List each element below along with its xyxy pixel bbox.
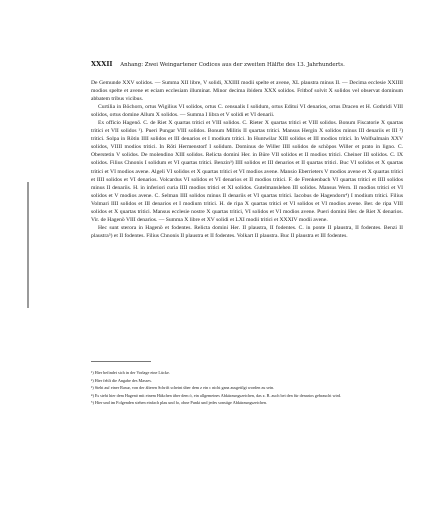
footnote: ¹) Hier befindet sich in der Vorlage eine Lücke. [91,370,170,375]
paragraph: Curtilia in Böchorn, ortus Wigilius VI solidos, ortus C. censualis I solidum, ortus Editui VI denarios, ortus Dracen et H. Gothridi VIII solidos, ortus domine Allum X solidos. — Summa I libra et V solidi et VI denarii. [91,104,403,119]
margin-rule [27,182,29,308]
footnotes [91,369,403,407]
paragraph: Hec sunt sterora in Hagenö et fodentes. Relicta domini Her. II plaustra, II fodentes. C. in ponte II plaustra, II fodentes. Benzi II plaustra⁵) et II fodentes. Filius Chnonis II plaustra et II fodentes. Volkart II plaustra. Buc II plaustra et III fodentes. [91,224,403,239]
header-title: Anhang: Zwei Weingartener Codices aus der zweiten Hälfte des 13. Jahrhunderts. [120,62,345,68]
footnote: ⁵) Hier und im Folgenden stehen einfach plau und fo, ohne Punkt und jedes sonstige Abkürzungszeichen. [91,400,268,406]
paragraph: De Gemunde XXV solidos. — Summa XII libre, V solidi, XXIIII modii spelte et avene, XL plaustra minus II. — Decima ecclesie XXIIII modios spelte et avene et eciam ecclesiam illuminat. Minor decima ibidem XXX solidos. Fritbof solvit X solidos vel observat dominum abbatem tribus vicibus. [91,80,403,103]
footnote: ³) Steht auf einer Rasur, von der älteren Schrift scheint über dem z ein c nicht ganz ausgetilgt worden zu sein. [91,385,275,391]
running-header [91,60,401,68]
footnote: ⁴) Es steht hier dem Hagenö mit einem Häkchen über dem ö, ein allgemeines Abkürzungszeichen, das z. B. auch bei den für denarios gebraucht wird. [91,392,342,398]
footnote: ²) Hier fehlt die Angabe des Masses. [91,377,152,383]
paragraph: Ex officio Hagenö. C. de Riet X quartas tritici et VIII solidos. C. Rieter X quartas tritici et VIII solidos. Bonum Fiscatorie X quartas tritici et VII solidos ¹). Pueri Pungar VIII solidos. Bonum Militis II quartas tritici. Mansus Hergin X solidos minus III denariis et III ²) tritici. Solpa in Rötin IIII solidos et III denarios et I modium tritici. In Huntwilar XIII solidos et III modios tritici. In Wolfsalmain XXV solidos, VIIII modios tritici. In Röti Hermenstorf I solidum. Dominus de Willer IIII solidos de schöpos Willer et prato in ligno. C. Oberstetin V solidos. De molendino XIII solidos. Relicta domini Her. in Büre VII solidos et II modios tritici. Cheiner III solidos. C. IX solidos. Filius Chnonis I solidum et VI quartas tritici. Benzin³) IIII solidos et III denarios et II quartas tritici. Buc VI solidos et X quartas tritici et VI modios avene. Algeli VI solidos et X quartas tritici et VI modios avene. Mansio Eberrieters V modios avene et X quartas tritici et IIII solidos et VI denarios. Volcardus VI solidos et VI denarios et II modios tritici. F. de Frenkenbach VI quartas tritici et IIII solidos minus II denariis. H. in inferiori curia IIII modios tritici et XI solidos. Gutelmanslehen III solidos. Mansus Wern. II modios tritici et VI solidos et V modios avene. C. Selman IIII solidos minus II denariis et VI quartas tritici. Iacobus de Hagendorn⁴) I modium tritici. Filius Volmari IIII solidos et III denarios et I modium tritici. H. de ripa X quartas tritici et VI solidos et VI modios avene. Ber. de ripa VIII solidos et X quartas tritici. Mansus ecclesie nostre X quartas tritici, VI solidos et VI modios avene. Pueri domini Her. de Riet X denarios. Vir. de Hagenö VIII denarios. — Summa X libre et XV solidi et LXI modii tritici et XXXIV modii avene. [91,120,403,223]
footnote-divider [91,361,151,362]
body-text [91,79,403,240]
page-number: XXXII [91,60,113,68]
